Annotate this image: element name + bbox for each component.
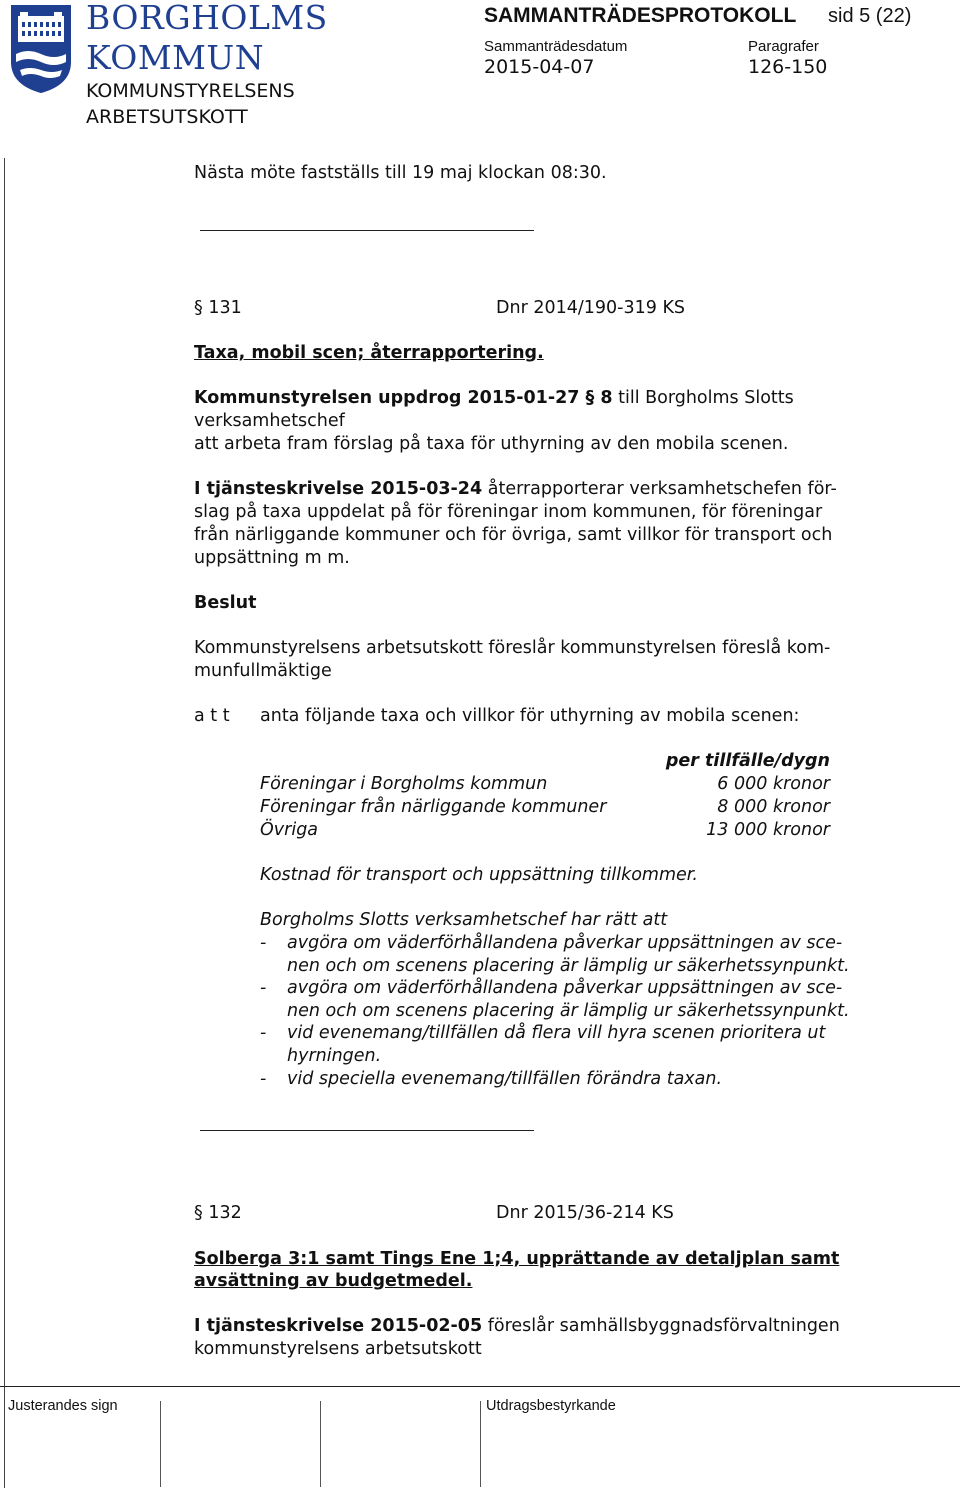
rights-item-line: hyrningen. (287, 1046, 382, 1066)
paragraph-line (194, 387, 794, 410)
paragraphs-label: Paragrafer (748, 38, 819, 55)
rights-dash: - (260, 1069, 267, 1089)
paragraph-line: från närliggande kommuner och för övriga, samt villkor för transport och (194, 525, 833, 545)
section-divider (200, 230, 534, 231)
paragraph-line: kommunstyrelsens arbetsutskott (194, 1339, 482, 1359)
brand-name-line1: BORGHOLMS (86, 0, 328, 37)
paragraphs-value: 126-150 (748, 56, 828, 78)
cost-note: Kostnad för transport och uppsättning tillkommer. (260, 865, 698, 885)
footer-rule (0, 1386, 960, 1387)
org-name-line1: KOMMUNSTYRELSENS (86, 80, 295, 102)
rights-item-line: nen och om scenens placering är lämplig ur säkerhetssynpunkt. (287, 956, 850, 976)
fee-table-header: per tillfälle/dygn (665, 751, 830, 771)
paragraph-bold-lead: I tjänsteskrivelse 2015-02-05 (194, 1316, 483, 1336)
paragraph-bold-lead: Kommunstyrelsen uppdrog 2015-01-27 § 8 (194, 388, 613, 408)
paragraph-line (194, 478, 837, 501)
rights-dash: - (260, 933, 267, 953)
section-divider (200, 1130, 534, 1131)
fee-label: Övriga (260, 820, 319, 840)
decision-text: Kommunstyrelsens arbetsutskott föreslår kommunstyrelsen föreslå kom- (194, 638, 831, 658)
fee-label: Föreningar i Borgholms kommun (260, 774, 548, 794)
section-title: Taxa, mobil scen; återrapportering. (194, 343, 544, 363)
att-text: anta följande taxa och villkor för uthyrning av mobila scenen: (260, 706, 800, 726)
rights-dash: - (260, 978, 267, 998)
brand-name-line2: KOMMUN (86, 38, 265, 77)
rights-item-line: avgöra om väderförhållandena påverkar uppsättningen av sce- (287, 933, 843, 953)
extract-certification-label: Utdragsbestyrkande (486, 1398, 616, 1414)
decision-text: munfullmäktige (194, 661, 332, 681)
fee-amount: 6 000 kronor (717, 774, 830, 794)
fee-label: Föreningar från närliggande kommuner (260, 797, 607, 817)
next-meeting-text: Nästa möte fastställs till 19 maj klockan 08:30. (194, 163, 607, 183)
paragraph-text: till Borgholms Slotts (612, 388, 794, 408)
paragraph-bold-lead: I tjänsteskrivelse 2015-03-24 (194, 479, 483, 499)
rights-item-line: nen och om scenens placering är lämplig ur säkerhetssynpunkt. (287, 1001, 850, 1021)
page-number: sid 5 (22) (828, 5, 912, 27)
paragraph-line: uppsättning m m. (194, 548, 350, 568)
signature-box-divider (480, 1401, 481, 1487)
org-name-line2: ARBETSUTSKOTT (86, 106, 248, 128)
paragraph-line: att arbeta fram förslag på taxa för uthyrning av den mobila scenen. (194, 434, 789, 454)
left-margin-rule (4, 158, 5, 1488)
document-title: SAMMANTRÄDESPROTOKOLL (484, 4, 797, 27)
paragraph-line (194, 1315, 840, 1338)
decision-heading: Beslut (194, 593, 257, 613)
meeting-date-value: 2015-04-07 (484, 56, 595, 78)
rights-intro: Borgholms Slotts verksamhetschef har rätt att (260, 910, 668, 930)
section-dnr: Dnr 2014/190-319 KS (496, 298, 686, 318)
adjuster-signature-label: Justerandes sign (8, 1398, 118, 1414)
section-paragraph-number: § 132 (194, 1203, 242, 1223)
rights-item-line: avgöra om väderförhållandena påverkar uppsättningen av sce- (287, 978, 843, 998)
section-dnr: Dnr 2015/36-214 KS (496, 1203, 674, 1223)
paragraph-line: verksamhetschef (194, 411, 345, 431)
meeting-date-label: Sammanträdesdatum (484, 38, 628, 55)
paragraph-text: föreslår samhällsbyggnadsförvaltningen (482, 1316, 840, 1336)
rights-item-line: vid speciella evenemang/tillfällen förändra taxan. (287, 1069, 723, 1089)
municipality-crest-logo (10, 4, 72, 94)
section-paragraph-number: § 131 (194, 298, 242, 318)
paragraph-text: återrapporterar verksamhetschefen för- (482, 479, 837, 499)
paragraph-line: slag på taxa uppdelat på för föreningar inom kommunen, för föreningar (194, 502, 823, 522)
fee-amount: 8 000 kronor (717, 797, 830, 817)
section-title: avsättning av budgetmedel. (194, 1271, 473, 1291)
fee-amount: 13 000 kronor (706, 820, 830, 840)
rights-dash: - (260, 1023, 267, 1043)
rights-item-line: vid evenemang/tillfällen då flera vill hyra scenen prioritera ut (287, 1023, 826, 1043)
section-title: Solberga 3:1 samt Tings Ene 1;4, upprättande av detaljplan samt (194, 1249, 840, 1269)
signature-box-divider (320, 1401, 321, 1487)
att-marker: a t t (194, 706, 230, 726)
signature-box-divider (160, 1401, 161, 1487)
